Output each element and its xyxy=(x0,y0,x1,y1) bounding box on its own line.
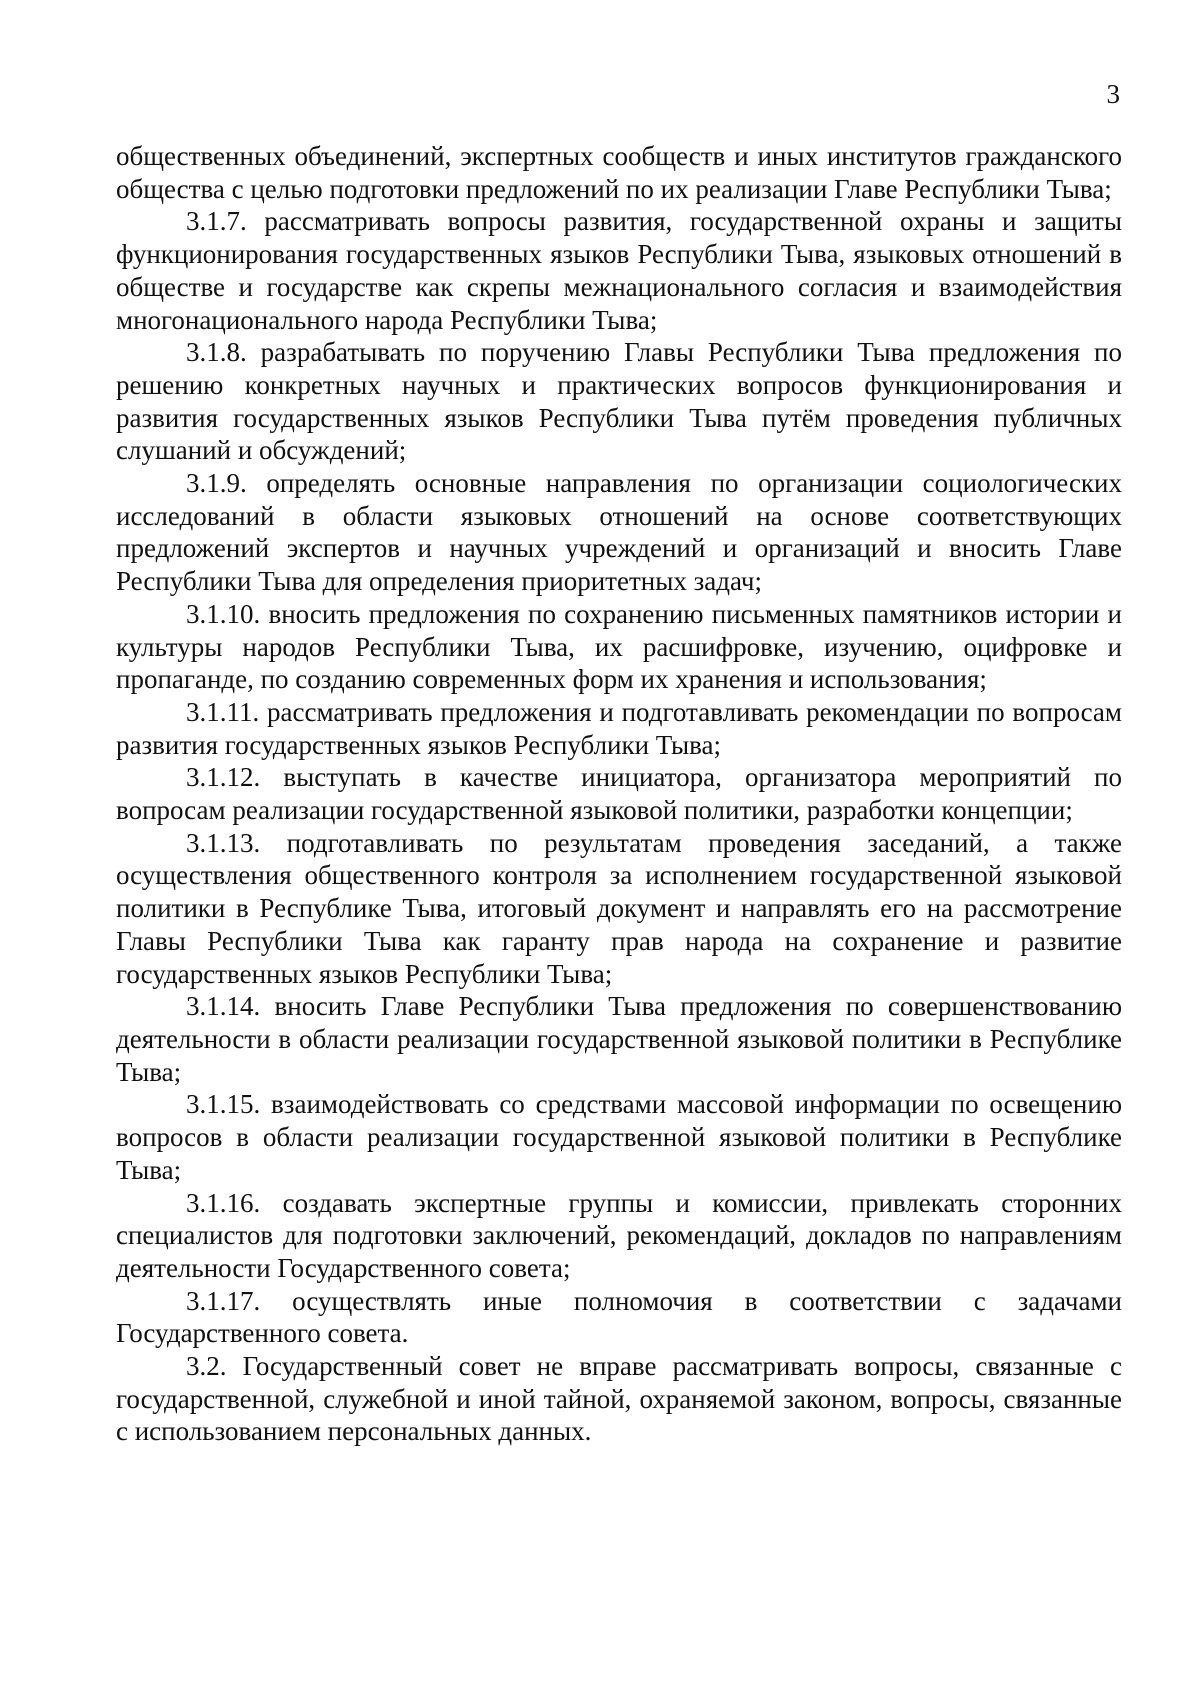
paragraph-3-1-7: 3.1.7. рассматривать вопросы развития, государственной охраны и защиты функционирования государственных языков Республики Тыва, языковых отношений в обществе и государстве как скрепы межнационального согласия и взаимодействия многонационального народа Республики Тыва; xyxy=(116,206,1122,335)
paragraph-3-1-9: 3.1.9. определять основные направления по организации социологических исследований в области языковых отношений на основе соответствующих предложений экспертов и научных учреждений и организаций и вносить Главе Республики Тыва для определения приоритетных задач; xyxy=(116,468,1122,597)
paragraph-3-2: 3.2. Государственный совет не вправе рассматривать вопросы, связанные с государственной, служебной и иной тайной, охраняемой законом, вопросы, связанные с использованием персональных данных. xyxy=(116,1351,1122,1447)
paragraph-3-1-12: 3.1.12. выступать в качестве инициатора, организатора мероприятий по вопросам реализации государственной языковой политики, разработки концепции; xyxy=(116,762,1122,826)
paragraph-3-1-14: 3.1.14. вносить Главе Республики Тыва предложения по совершенствованию деятельности в области реализации государственной языковой политики в Республике Тыва; xyxy=(116,991,1122,1087)
paragraph-3-1-11: 3.1.11. рассматривать предложения и подготавливать рекомендации по вопросам развития государственных языков Республики Тыва; xyxy=(116,696,1122,760)
page-number: 3 xyxy=(1106,79,1120,109)
paragraph-3-1-17: 3.1.17. осуществлять иные полномочия в соответствии с задачами Государственного совета. xyxy=(116,1285,1122,1349)
paragraph-continuation: общественных объединений, экспертных сообществ и иных институтов гражданского общества с целью подготовки предложений по их реализации Главе Республики Тыва; xyxy=(116,141,1122,204)
paragraph-3-1-13: 3.1.13. подготавливать по результатам проведения заседаний, а также осуществления общественного контроля за исполнением государственной языковой политики в Республике Тыва, итоговый документ и направлять его на рассмотрение Главы Республики Тыва как гаранту прав народа на сохранение и развитие государственных языков Республики Тыва; xyxy=(116,827,1122,989)
document-body xyxy=(116,140,1122,1448)
paragraph-3-1-8: 3.1.8. разрабатывать по поручению Главы Республики Тыва предложения по решению конкретных научных и практических вопросов функционирования и развития государственных языков Республики Тыва путём проведения публичных слушаний и обсуждений; xyxy=(116,337,1122,466)
paragraph-3-1-15: 3.1.15. взаимодействовать со средствами массовой информации по освещению вопросов в области реализации государственной языковой политики в Республике Тыва; xyxy=(116,1089,1122,1185)
paragraph-3-1-10: 3.1.10. вносить предложения по сохранению письменных памятников истории и культуры народов Республики Тыва, их расшифровке, изучению, оцифровке и пропаганде, по созданию современных форм их хранения и использования; xyxy=(116,598,1122,695)
paragraph-3-1-16: 3.1.16. создавать экспертные группы и комиссии, привлекать сторонних специалистов для подготовки заключений, рекомендаций, докладов по направлениям деятельности Государственного совета; xyxy=(116,1187,1122,1283)
